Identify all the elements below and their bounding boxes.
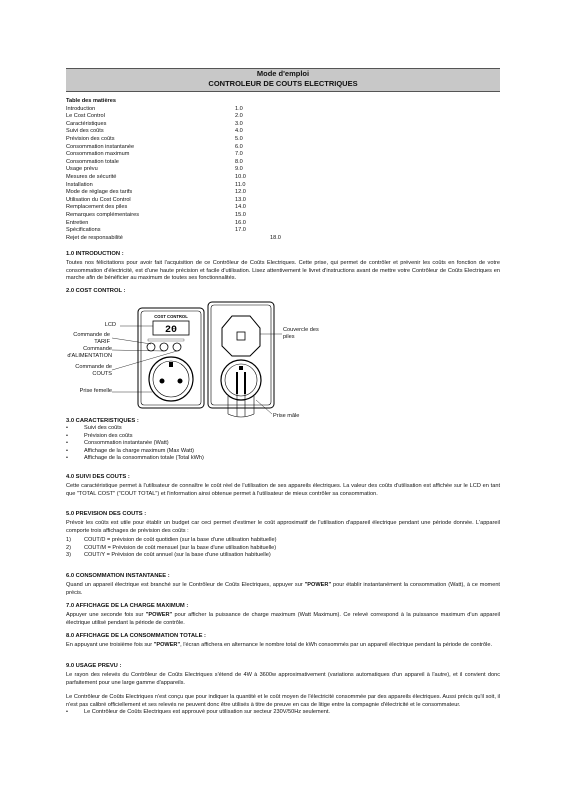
text-post: , l'écran affichera en alternance le nombre total de kWh consommés par un appareil électrique pendant la période de contrôle.: [180, 642, 493, 649]
list-item: [66, 545, 500, 552]
toc-item: [66, 106, 500, 114]
section-title: 2.0 COST CONTROL :: [66, 288, 126, 294]
toc-item: [66, 174, 500, 182]
toc-item: [66, 197, 500, 205]
toc-item-number: 2.0: [235, 113, 243, 120]
list-item-number: 2): [66, 544, 71, 551]
section-title: 6.0 CONSOMMATION INSTANTANEE :: [66, 573, 170, 579]
section-charge-maximum: [66, 603, 500, 627]
document-subtitle: CONTROLEUR DE COUTS ELECTRIQUES: [208, 79, 358, 88]
list-item: • Consommation instantanée (Watt): [66, 440, 500, 447]
section-text: Cette caractéristique permet à l'utilisateur de connaître le coût réel de l'utilisation de ses appareils électriques. La valeur des coûts d'utilisation est affichée sur le LCD en tant que "TOTAL COST" ("COUT TOTAL") et l'information ainsi obtenue permet à l'utilisateur de mieux contrôler sa consommation.: [66, 483, 500, 497]
section-suivi-couts: [66, 474, 500, 498]
lcd-value: 20: [164, 325, 178, 336]
list-item: • Affichage de la consommation totale (Total kWh): [66, 455, 500, 462]
section-title: 8.0 AFFICHAGE DE LA CONSOMMATION TOTALE :: [66, 633, 206, 639]
section-usage-prevu: [66, 663, 500, 716]
section-title: 5.0 PREVISION DES COUTS :: [66, 511, 147, 517]
toc-item-number: 18.0: [270, 234, 281, 241]
toc-item: [66, 220, 500, 228]
toc-heading: Table des matières: [66, 98, 116, 104]
toc-item-label: Installation: [66, 181, 93, 188]
toc-item-number: 7.0: [235, 151, 243, 158]
list-item-text: COUT/M = Prévision de coût mensuel (sur la base d'une utilisation habituelle): [84, 544, 277, 551]
section-text: Le rayon des relevés du Contrôleur de Coûts Electriques s'étend de 4W à 3600w approximativement (variations automatiques d'un appareil à l'autre), et il convient donc parfaitement pour une large gamme d'appareils.: [66, 672, 500, 686]
toc-item-number: 9.0: [235, 166, 243, 173]
text-post: pour établir instantanément la consommation (Watt), à ce moment précis.: [66, 582, 500, 596]
toc-item-number: 5.0: [235, 135, 243, 142]
list-item: [66, 537, 500, 544]
toc-item-number: 14.0: [235, 204, 246, 211]
list-item-number: 3): [66, 552, 71, 559]
toc-item-number: 4.0: [235, 128, 243, 135]
toc-item: [66, 151, 500, 159]
toc-item: [66, 235, 500, 243]
label-prise-male: Prise mâle: [273, 413, 300, 419]
toc-item-label: Consommation instantanée: [66, 143, 135, 150]
toc-item-label: Consommation maximum: [66, 151, 130, 158]
toc-item-label: Spécifications: [66, 227, 101, 234]
toc-item-label: Le Cost Control: [66, 113, 105, 120]
cost-button: [173, 343, 181, 351]
text-pre: Appuyer une seconde fois sur: [66, 612, 146, 619]
label-prise-femelle: Prise femelle: [79, 388, 112, 394]
toc-item-number: 15.0: [235, 211, 246, 218]
toc-item-label: Usage prévu: [66, 166, 98, 173]
toc-item-label: Remplacement des piles: [66, 204, 128, 211]
toc-item-label: Introduction: [66, 105, 96, 112]
list-item-text: COUT/Y = Prévision de coût annuel (sur la base d'une utilisation habituelle): [84, 552, 271, 559]
list-item: • Suivi des coûts: [66, 425, 500, 432]
toc-item-number: 1.0: [235, 105, 243, 112]
section-title: 4.0 SUIVI DES COUTS :: [66, 474, 130, 480]
section-caracteristiques: [66, 418, 500, 462]
list-item: [66, 552, 500, 559]
document-title-box: [66, 68, 500, 92]
toc-item-number: 8.0: [235, 158, 243, 165]
toc-item-number: 11.0: [235, 181, 246, 188]
toc-item: [66, 166, 500, 174]
section-text: Toutes nos félicitations pour avoir fait l'acquisition de ce Contrôleur de Coûts Electriques. Cette prise, qui permet de contrôler et prévenir les coûts en fonction de votre consommation d'électricité, est d'une haute précision et facile d'utilisation. Lisez attentivement le livret d'instructions avant de mettre votre Contrôleur de Coûts Electriques en marche afin de bénéficier au maximum de toutes ses fonctionnalités.: [66, 260, 500, 282]
section-text: Prévoir les coûts est utile pour établir un budget car ceci permet d'estimer le coût approximatif de l'utilisation d'appareil électrique pendant une période donnée. L'appareil comporte trois affichages de prévision des coûts :: [66, 520, 500, 534]
feature-list: [66, 425, 500, 462]
section-title: 3.0 CARACTERISTIQUES :: [66, 418, 139, 424]
toc-item-label: Mode de réglage des tarifs: [66, 189, 133, 196]
toc-item-label: Rejet de responsabilité: [66, 234, 123, 241]
toc-item-number: 17.0: [235, 227, 246, 234]
section-text: [66, 642, 500, 649]
section-title: 1.0 INTRODUCTION :: [66, 251, 124, 257]
toc-item-number: 6.0: [235, 143, 243, 150]
toc-item-number: 16.0: [235, 219, 246, 226]
battery-cover: [222, 316, 260, 356]
forecast-list: [66, 537, 500, 559]
document-title: Mode d'emploi: [256, 69, 310, 78]
power-button: [160, 343, 168, 351]
text-pre: Quand un appareil électrique est branché sur le Contrôleur de Coûts Electriques, appuyer sur: [66, 582, 305, 589]
section-consommation-instantanee: [66, 573, 500, 597]
text-bold: "POWER": [153, 642, 181, 649]
section-introduction: [66, 251, 500, 283]
toc-item-label: Suivi des coûts: [66, 128, 104, 135]
toc-item-label: Consommation totale: [66, 158, 119, 165]
section-text: Le Contrôleur de Coûts Electriques n'est conçu que pour indiquer la quantité et le coût moyen de l'électricité consommée par des appareils électriques. Aussi précis qu'il soit, il n'est pas calibré officiellement et ses relevés ne peuvent donc être utilisés à titre de preuve en cas de litige entre la compagnie d'électricité et le consommateur.: [66, 694, 500, 708]
toc-item: [66, 144, 500, 152]
label-lcd: LCD: [104, 322, 116, 328]
toc-item: [66, 227, 500, 235]
toc-item-label: Entretien: [66, 219, 89, 226]
table-of-contents: [66, 98, 500, 242]
section-text: [66, 582, 500, 597]
toc-item-number: 10.0: [235, 173, 246, 180]
toc-item: [66, 159, 500, 167]
text-post: pour afficher la puissance de charge maximum (Watt Maximum). Ce relevé correspond à la puissance maximum d'un appareil électrique utilisé pendant la période de contrôle.: [66, 612, 500, 626]
toc-item-number: 13.0: [235, 196, 246, 203]
toc-item: [66, 136, 500, 144]
list-item: • Affichage de la charge maximum (Max Watt): [66, 448, 500, 455]
label-alimentation: Commande d'ALIMENTATION: [67, 346, 112, 359]
list-item: • Le Contrôleur de Coûts Electriques est approuvé pour utilisation sur secteur 230V/50Hz seulement.: [66, 709, 500, 716]
toc-item: [66, 204, 500, 212]
toc-item-label: Caractéristiques: [66, 120, 107, 127]
section-title: 9.0 USAGE PREVU :: [66, 663, 122, 669]
list-item-text: COUT/D = prévision de coût quotidien (sur la base d'une utilisation habituelle): [84, 537, 277, 544]
toc-item-label: Remarques complémentaires: [66, 211, 140, 218]
toc-item: [66, 121, 500, 129]
toc-item-number: 12.0: [235, 189, 246, 196]
text-bold: "POWER": [145, 612, 173, 619]
device-diagram: [60, 296, 360, 426]
tarif-button: [147, 343, 155, 351]
section-title: 7.0 AFFICHAGE DE LA CHARGE MAXIMUM :: [66, 603, 189, 609]
label-couts: Commande de COUTS: [75, 364, 112, 377]
device-brand-label: COST CONTROL: [154, 314, 188, 319]
toc-item: [66, 182, 500, 190]
toc-item: [66, 212, 500, 220]
toc-item-label: Mesures de sécurité: [66, 173, 117, 180]
section-consommation-totale: [66, 633, 500, 650]
label-tarif: Commande de TARIF: [73, 332, 110, 345]
section-text: [66, 612, 500, 627]
toc-item: [66, 113, 500, 121]
toc-item-number: 3.0: [235, 120, 243, 127]
toc-item-label: Utilisation du Cost Control: [66, 196, 131, 203]
text-pre: En appuyant une troisième fois sur: [66, 642, 154, 649]
usage-list: [66, 709, 500, 716]
toc-item-label: Prévision des coûts: [66, 135, 115, 142]
section-prevision-couts: [66, 511, 500, 559]
list-item: • Prévision des coûts: [66, 433, 500, 440]
toc-item: [66, 189, 500, 197]
text-bold: "POWER": [304, 582, 332, 589]
list-item-number: 1): [66, 537, 71, 544]
label-couvercle: Couvercle des piles: [283, 327, 319, 340]
toc-item: [66, 128, 500, 136]
